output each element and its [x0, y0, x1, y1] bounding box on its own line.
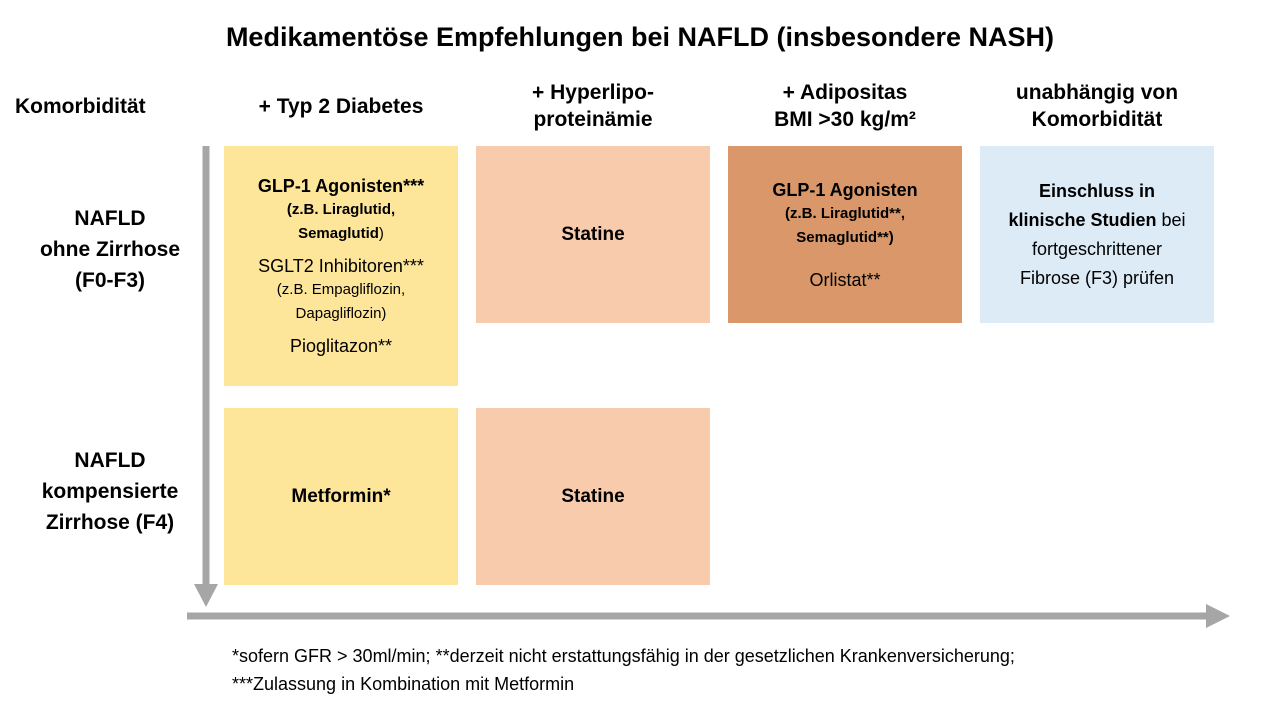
cell-diabetes-ohne-zirrhose	[224, 146, 458, 386]
header-line: unabhängig von	[1015, 81, 1179, 104]
cell-lipo-zirrhose	[476, 408, 710, 585]
study-normal: bei	[1156, 209, 1186, 230]
drug-glp1: GLP-1 Agonisten***	[257, 176, 425, 196]
drug-statine: Statine	[561, 223, 625, 245]
row-label-line: (F0-F3)	[75, 269, 145, 292]
vertical-arrow-head	[194, 584, 218, 607]
footnote-line: *sofern GFR > 30ml/min; **derzeit nicht erstattungsfähig in der gesetzlichen Krankenversicherung;	[232, 646, 1015, 666]
study-bold: klinische Studien	[1008, 209, 1157, 230]
header-komorbiditaet: Komorbidität	[15, 95, 146, 118]
drug-detail-bold: Semaglutid	[298, 225, 379, 242]
row-label-line: NAFLD	[74, 207, 146, 230]
cell-adipositas-ohne-zirrhose	[728, 146, 962, 323]
drug-detail	[298, 222, 384, 246]
row-label-line: kompensierte	[41, 480, 179, 503]
row-label-line: Zirrhose (F4)	[45, 511, 175, 534]
drug-sglt2: SGLT2 Inhibitoren***	[258, 256, 424, 276]
study-line: Fibrose (F3) prüfen	[1019, 267, 1175, 288]
header-line: + Hyperlipo-	[532, 81, 654, 104]
row-label-line: ohne Zirrhose	[39, 238, 181, 261]
cell-independent-ohne-zirrhose	[980, 146, 1214, 323]
study-line: Einschluss in	[1038, 180, 1156, 201]
study-line: fortgeschrittener	[1031, 238, 1163, 259]
footnotes	[232, 642, 1272, 698]
cell-diabetes-zirrhose	[224, 408, 458, 585]
cell-lipo-ohne-zirrhose	[476, 146, 710, 323]
footnote-line: ***Zulassung in Kombination mit Metformin	[232, 674, 575, 694]
drug-detail: (z.B. Empagliflozin,	[276, 281, 406, 298]
drug-detail-end: )	[378, 225, 384, 242]
drug-pioglitazon: Pioglitazon**	[289, 336, 393, 356]
drug-detail: (z.B. Liraglutid**,	[785, 204, 905, 222]
horizontal-arrow-head	[1206, 604, 1230, 628]
row-label-line: NAFLD	[74, 449, 146, 472]
header-line: Komorbidität	[1031, 108, 1163, 131]
drug-statine: Statine	[561, 485, 625, 507]
header-line: BMI >30 kg/m²	[774, 108, 916, 131]
study-line	[1008, 206, 1185, 235]
drug-metformin: Metformin*	[291, 485, 391, 507]
drug-detail: Semaglutid**)	[796, 228, 894, 246]
drug-detail: (z.B. Liraglutid,	[286, 201, 396, 218]
drug-glp1: GLP-1 Agonisten	[772, 179, 918, 200]
header-line: + Adipositas	[782, 81, 908, 104]
header-line: proteinämie	[533, 108, 653, 131]
drug-detail: Dapagliflozin)	[295, 305, 387, 322]
page-title: Medikamentöse Empfehlungen bei NAFLD (insbesondere NASH)	[225, 22, 1055, 52]
drug-orlistat: Orlistat**	[809, 269, 881, 290]
header-typ2-diabetes: + Typ 2 Diabetes	[258, 95, 424, 118]
